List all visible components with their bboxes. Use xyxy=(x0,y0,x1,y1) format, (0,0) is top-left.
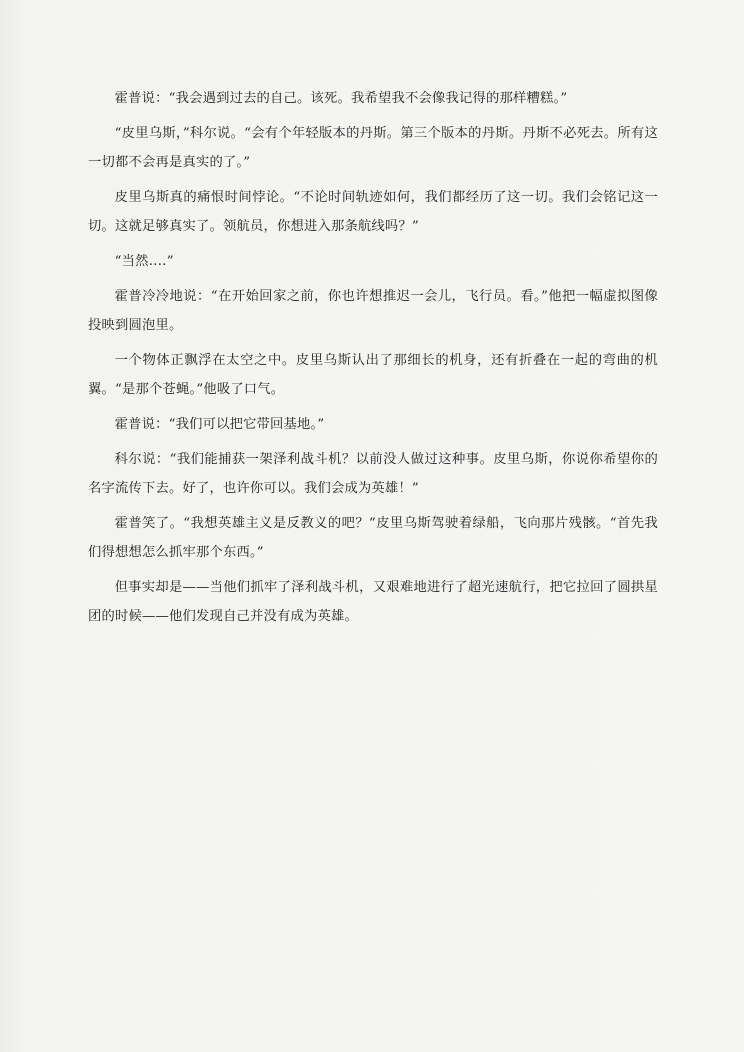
paragraph: “当然‥‥” xyxy=(114,254,174,269)
paragraph: 科尔说：“我们能捕获一架泽利战斗机？以前没人做过这种事。皮里乌斯，你说你希望你的名字流传下去。好了，也许你可以。我们会成为英雄！” xyxy=(88,452,658,496)
body-text-column xyxy=(88,84,658,637)
paragraph: “皮里乌斯，”科尔说。“会有个年轻版本的丹斯。第三个版本的丹斯。丹斯不必死去。所有这一切都不会再是真实的了。” xyxy=(88,126,658,170)
paragraph: 一个物体正飘浮在太空之中。皮里乌斯认出了那细长的机身，还有折叠在一起的弯曲的机翼。“是那个苍蝇。”他吸了口气。 xyxy=(88,353,658,397)
paragraph: 霍普说：“我们可以把它带回基地。” xyxy=(114,417,325,432)
paragraph: 霍普冷冷地说：“在开始回家之前，你也许想推迟一会儿，飞行员。看。”他把一幅虚拟图像投映到圆泡里。 xyxy=(88,289,658,333)
paragraph: 皮里乌斯真的痛恨时间悖论。“不论时间轨迹如何，我们都经历了这一切。我们会铭记这一切。这就足够真实了。领航员，你想进入那条航线吗？” xyxy=(88,190,658,234)
paragraph: 霍普说：“我会遇到过去的自己。该死。我希望我不会像我记得的那样糟糕。” xyxy=(114,91,568,106)
paragraph: 霍普笑了。“我想英雄主义是反教义的吧？”皮里乌斯驾驶着绿船，飞向那片残骸。“首先我们得想想怎么抓牢那个东西。” xyxy=(88,516,658,560)
paragraph: 但事实却是——当他们抓牢了泽利战斗机，又艰难地进行了超光速航行，把它拉回了圆拱星团的时候——他们发现自己并没有成为英雄。 xyxy=(88,580,658,624)
